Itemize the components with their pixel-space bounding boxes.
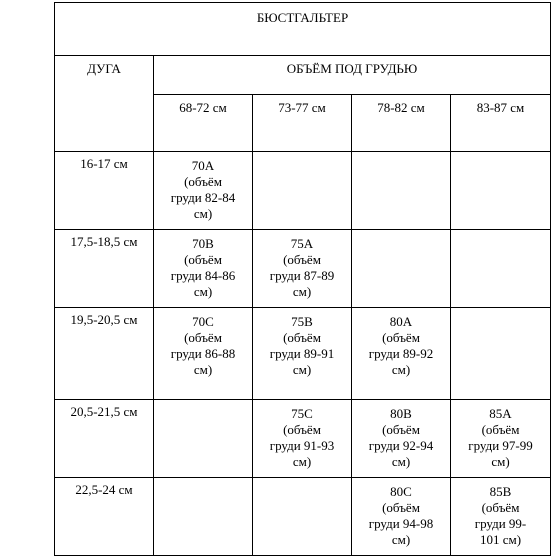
size-cell	[253, 230, 352, 308]
size-label: 80C (объём груди 94-98 см)	[368, 484, 434, 547]
size-label: 75C (объём груди 91-93 см)	[269, 406, 335, 469]
size-label: 80A (объём груди 89-92 см)	[368, 314, 434, 377]
size-cell	[451, 400, 551, 478]
column-header: 73-77 см	[253, 95, 352, 152]
size-cell	[352, 152, 451, 230]
arc-value	[55, 230, 154, 308]
size-label: 70A (объём груди 82-84 см)	[170, 158, 236, 221]
size-cell	[253, 400, 352, 478]
table-row	[55, 230, 551, 308]
arc-label: 22,5-24 см	[75, 482, 133, 497]
arc-value	[55, 308, 154, 400]
size-label: 85B (объём груди 99- 101 см)	[474, 484, 527, 547]
size-cell	[154, 152, 253, 230]
size-cell	[253, 478, 352, 556]
arc-label: 16-17 см	[80, 156, 128, 171]
size-cell	[352, 308, 451, 400]
size-label: 85A (объём груди 97-99 см)	[468, 406, 533, 469]
column-header: 78-82 см	[352, 95, 451, 152]
header-row	[55, 56, 551, 95]
size-cell	[253, 308, 352, 400]
size-label: 70C (объём груди 86-88 см)	[170, 314, 236, 377]
arc-value	[55, 152, 154, 230]
size-cell	[253, 152, 352, 230]
arc-label: 19,5-20,5 см	[70, 312, 138, 327]
size-cell	[154, 230, 253, 308]
table-row	[55, 152, 551, 230]
size-cell	[451, 152, 551, 230]
size-cell	[352, 478, 451, 556]
size-cell	[352, 400, 451, 478]
size-cell	[451, 478, 551, 556]
size-cell	[154, 308, 253, 400]
size-label: 75B (объём груди 89-91 см)	[269, 314, 335, 377]
table-row	[55, 478, 551, 556]
size-cell	[154, 400, 253, 478]
size-label: 80B (объём груди 92-94 см)	[368, 406, 434, 469]
arc-label: 20,5-21,5 см	[70, 404, 138, 419]
table-title: БЮСТГАЛЬТЕР	[55, 3, 551, 56]
bra-size-table	[54, 2, 551, 556]
size-label: 70B (объём груди 84-86 см)	[170, 236, 236, 299]
table-row	[55, 400, 551, 478]
underbust-header: ОБЪЁМ ПОД ГРУДЬЮ	[154, 56, 551, 95]
arc-header: ДУГА	[55, 56, 154, 152]
title-row	[55, 3, 551, 56]
arc-value	[55, 400, 154, 478]
size-cell	[154, 478, 253, 556]
table-row	[55, 308, 551, 400]
column-header: 83-87 см	[451, 95, 551, 152]
column-header: 68-72 см	[154, 95, 253, 152]
arc-label: 17,5-18,5 см	[70, 234, 138, 249]
size-label: 75A (объём груди 87-89 см)	[269, 236, 335, 299]
size-cell	[352, 230, 451, 308]
arc-value	[55, 478, 154, 556]
size-cell	[451, 308, 551, 400]
size-cell	[451, 230, 551, 308]
